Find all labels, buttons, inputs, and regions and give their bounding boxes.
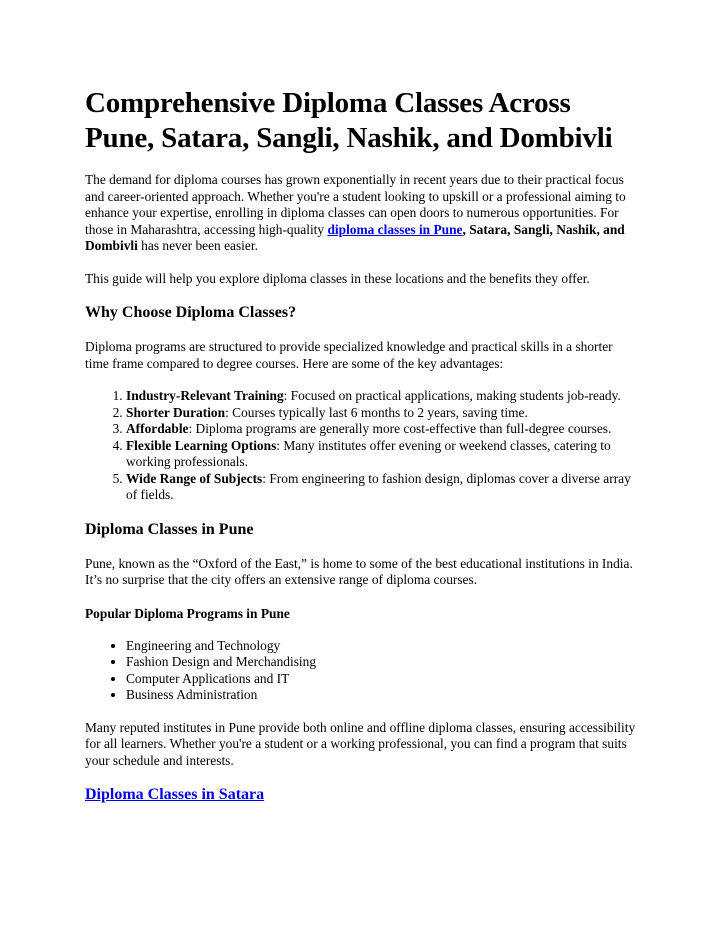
pune-heading: Diploma Classes in Pune	[85, 520, 254, 538]
why-paragraph: Diploma programs are structured to provide specialized knowledge and practical skills in a shorter time frame compared to degree courses. Here are some of the key advantages:	[85, 339, 613, 371]
pune-programs-list	[85, 638, 637, 704]
intro-text: The demand for diploma courses has grown exponentially in recent years due to their practical focus and career-oriented approach. Whether you're a student looking to upskill or a professional aiming to enhance your expertise, enrolling in diploma classes can open doors to numerous opportunities. For those in Maharashtra, accessing high-quality	[85, 172, 626, 237]
advantage-title: Industry-Relevant Training	[126, 388, 284, 403]
why-heading: Why Choose Diploma Classes?	[85, 304, 297, 321]
advantage-text: : Focused on practical applications, making students job-ready.	[283, 388, 621, 403]
advantage-title: Affordable	[126, 421, 189, 436]
advantage-text: : Courses typically last 6 months to 2 years, saving time.	[225, 404, 528, 420]
list-item	[126, 438, 637, 471]
list-item	[126, 405, 637, 422]
advantage-title: Flexible Learning Options	[126, 437, 277, 453]
intro-cities-bold: , Satara, Sangli, Nashik, and Dombivli	[85, 221, 625, 253]
diploma-classes-satara-link[interactable]: Diploma Classes in Satara	[85, 786, 265, 803]
list-item	[126, 421, 637, 438]
advantage-title: Wide Range of Subjects	[126, 470, 263, 486]
pune-paragraph: Pune, known as the “Oxford of the East,” is home to some of the best educational institutions in India. It’s no surprise that the city offers an extensive range of diploma courses.	[85, 555, 633, 587]
list-item	[126, 471, 637, 504]
intro-paragraph	[85, 172, 637, 255]
advantage-text: : From engineering to fashion design, diplomas cover a diverse array of fields.	[126, 470, 631, 502]
advantage-text: : Many institutes offer evening or weekend classes, catering to working professionals.	[126, 437, 611, 469]
pune-programs-subheading: Popular Diploma Programs in Pune	[85, 605, 290, 621]
guide-paragraph: This guide will help you explore diploma classes in these locations and the benefits they offer.	[85, 270, 590, 286]
advantages-list	[85, 388, 637, 504]
list-item	[126, 388, 637, 405]
page-title: Comprehensive Diploma Classes Across Pune, Satara, Sangli, Nashik, and Dombivli	[85, 87, 613, 154]
pune-closing-paragraph: Many reputed institutes in Pune provide both online and offline diploma classes, ensuring accessibility for all learners. Whether you're a student or a working professional, you can find a program that suits your schedule and interests.	[85, 719, 636, 768]
document-page	[85, 86, 637, 821]
list-item: • Fashion Design and Merchandising	[126, 654, 637, 671]
satara-heading	[85, 785, 637, 805]
diploma-classes-pune-link[interactable]: diploma classes in Pune	[327, 221, 463, 237]
list-item: • Computer Applications and IT	[126, 671, 637, 688]
list-item: • Engineering and Technology	[126, 638, 637, 655]
list-item: • Business Administration	[126, 687, 637, 704]
advantage-title: Shorter Duration	[126, 404, 226, 420]
intro-text-end: has never been easier.	[137, 238, 258, 253]
advantage-text: : Diploma programs are generally more cost-effective than full-degree courses.	[188, 421, 612, 436]
